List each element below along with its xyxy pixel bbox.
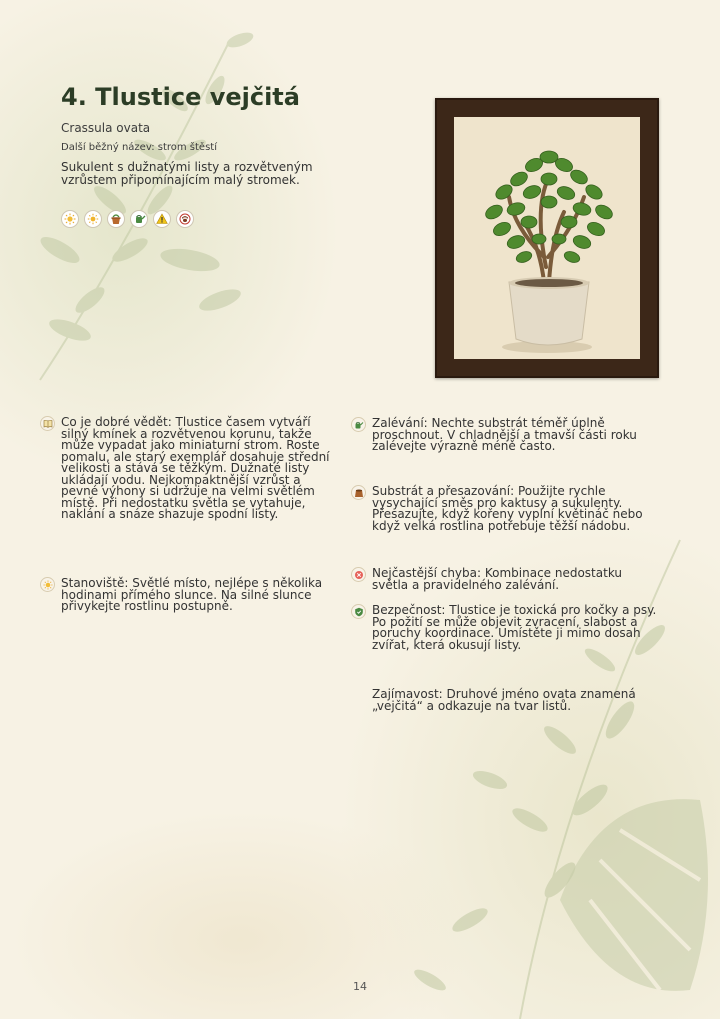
warning-icon	[153, 210, 171, 228]
care-icons-row	[61, 210, 194, 228]
pot-icon	[107, 210, 125, 228]
shield-icon	[351, 604, 366, 619]
sun-icon	[40, 577, 55, 592]
watering-can-icon	[130, 210, 148, 228]
plant-picture-frame	[435, 98, 659, 378]
common-mistake-section	[372, 568, 657, 591]
common-mistake-text: Nejčastější chyba: Kombinace nedostatku světla a pravidelného zalévání.	[372, 566, 623, 592]
substrate-text: Substrát a přesazování: Použijte rychle vysychající směs pro kaktusy a sukulenty. Přesazujte, když kořeny vyplní květináč nebo když velká rostlina potřebuje těžší nádobu.	[372, 484, 643, 533]
substrate-section	[372, 486, 657, 532]
fun-fact-text: Zajímavost: Druhové jméno ovata znamená „vejčitá“ a odkazuje na tvar listů.	[372, 687, 636, 713]
good-to-know-section	[61, 417, 336, 521]
soil-bag-icon	[351, 485, 366, 500]
book-icon	[40, 416, 55, 431]
plant-description: Sukulent s dužnatými listy a rozvětveným vzrůstem připomínajícím malý stromek.	[61, 160, 313, 187]
watering-can-icon	[351, 417, 366, 432]
good-to-know-text: Co je dobré vědět: Tlustice časem vytváří silný kmínek a rozvětvenou korunu, takže může vypadat jako miniaturní strom. Roste pomalu, ale starý exemplář dosahuje střední velikosti a stává se těžkým. Dužnaté listy ukládají vodu. Nejkompaktnější vzrůst a pevné výhony si udržuje na velmi světlém místě. Při nedostatku světla se vytahuje, naklání a snáze shazuje spodní listy.	[61, 415, 330, 521]
watering-section	[372, 418, 657, 453]
partial-sun-icon	[84, 210, 102, 228]
latin-name: Crassula ovata	[61, 121, 151, 135]
page-title: 4. Tlustice vejčitá	[61, 83, 300, 111]
paw-icon	[176, 210, 194, 228]
location-text: Stanoviště: Světlé místo, nejlépe s několika hodinami přímého slunce. Na silné slunce přivykejte rostlinu postupně.	[61, 576, 323, 613]
safety-text: Bezpečnost: Tlustice je toxická pro kočky a psy. Po požití se může objevit zvracení, slabost a poruchy koordinace. Umístěte ji mimo dosah zvířat, která okusují listy.	[372, 603, 657, 652]
location-section	[61, 578, 336, 613]
jade-plant-illustration	[454, 117, 640, 359]
fun-fact-section	[372, 689, 657, 712]
error-icon	[351, 567, 366, 582]
page-number: 14	[353, 980, 367, 993]
full-sun-icon	[61, 210, 79, 228]
common-name: Další běžný název: strom štěstí	[61, 142, 217, 153]
watering-text: Zalévání: Nechte substrát téměř úplně proschnout. V chladnější a tmavší části roku zalévejte výrazně méně často.	[372, 416, 637, 453]
safety-section	[372, 605, 657, 651]
